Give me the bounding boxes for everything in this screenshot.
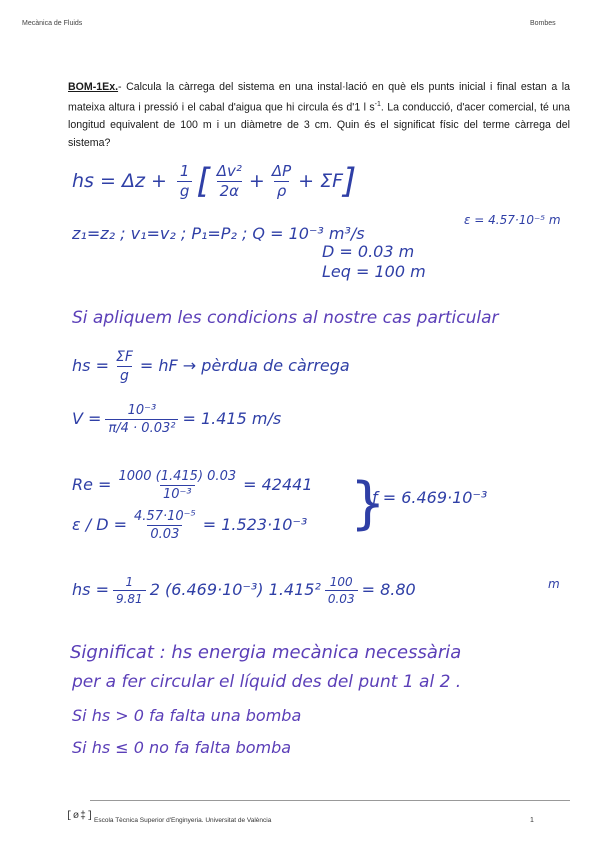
re-rhs: = 42441 (243, 475, 313, 494)
equation-velocity (72, 404, 281, 435)
eps-rhs: = 1.523·10⁻³ (202, 515, 308, 534)
eq1-f2-den: ρ (274, 181, 290, 199)
eq1-plus: + (248, 170, 265, 192)
v-num: 10⁻³ (127, 403, 157, 418)
problem-text-b: . La conducció, d'acer comercial, té una longitud equivalent de 100 m i un diàmetre de 3 cm. Quin és el significat físic del terme càrrega del sistema? (68, 101, 570, 149)
eq1-frac-1g (177, 164, 193, 199)
hs-rhs: = hF → pèrdua de càrrega (139, 356, 350, 375)
equation-hs-general (72, 161, 357, 202)
eq1-pre-num: 1 (179, 162, 190, 180)
eps-den: 0.03 (147, 525, 182, 541)
meaning-line-2: per a fer circular el líquid des del punt 1 al 2 . (72, 672, 462, 692)
re-lhs: Re = (72, 475, 112, 494)
equation-relative-roughness (72, 510, 307, 541)
re-num: 1000 (1.415) 0.03 (118, 469, 237, 484)
note-apply-conditions: Si apliquem les condicions al nostre cas particular (72, 308, 499, 328)
given-conditions: z₁=z₂ ; v₁=v₂ ; P₁=P₂ ; Q = 10⁻³ m³/s (72, 224, 365, 243)
equation-hs-final (72, 576, 416, 605)
footer-logo: [ø‡] (66, 811, 95, 822)
re-den: 10⁻³ (160, 485, 195, 501)
final-mid: 2 (6.469·10⁻³) 1.415² (149, 580, 321, 599)
hs-lhs: hs = (72, 356, 109, 375)
eps-frac (131, 510, 199, 541)
re-frac (115, 470, 239, 501)
meaning-line-3: Si hs > 0 fa falta una bomba (72, 706, 302, 725)
given-diameter: D = 0.03 m (322, 242, 415, 261)
final-rhs: = 8.80 (361, 580, 416, 599)
brace: } (350, 471, 386, 536)
final-frac-2 (325, 576, 358, 605)
page-number: 1 (530, 817, 534, 824)
equation-hs-losses (72, 350, 350, 383)
eq1-f1-num: Δv² (216, 162, 242, 180)
eq1-close: ] (343, 161, 357, 202)
footer-text: Escola Tècnica Superior d'Enginyeria. Universitat de València (94, 817, 272, 824)
v-den: π/4 · 0.03² (105, 419, 178, 435)
friction-factor-result: f = 6.469·10⁻³ (372, 488, 488, 507)
final-f2-den: 0.03 (325, 590, 358, 605)
given-length: Leq = 100 m (322, 262, 426, 281)
header-left: Mecànica de Fluids (22, 20, 83, 27)
problem-text-a: - Calcula la càrrega del sistema en una instal·lació en què els punts inicial i final estan a la mateixa altura i pressió i el cabal d'aigua que hi circula és d'1 l s (68, 81, 570, 114)
final-unit: m (548, 577, 560, 591)
v-lhs: V = (72, 409, 102, 428)
meaning-line-4: Si hs ≤ 0 no fa falta bomba (72, 738, 292, 757)
given-roughness: ε = 4.57·10⁻⁵ m (464, 213, 561, 227)
eq1-tail: + ΣF (298, 170, 344, 192)
eq1-lhs: hs = Δz + (72, 170, 173, 192)
hs-num: ΣF (115, 349, 133, 365)
eq1-open: [ (196, 161, 210, 202)
eq1-pre-den: g (177, 181, 193, 199)
v-frac (105, 404, 178, 435)
final-f1-num: 1 (125, 575, 134, 589)
problem-statement (68, 79, 570, 152)
problem-code: BOM-1Ex. (68, 81, 119, 93)
hs-den: g (117, 366, 132, 383)
final-f1-den: 9.81 (113, 590, 146, 605)
hs-frac (113, 350, 136, 383)
equation-reynolds (72, 470, 313, 501)
eps-lhs: ε / D = (72, 515, 128, 534)
footer-divider (90, 800, 570, 801)
final-lhs: hs = (72, 580, 109, 599)
final-frac-1 (113, 576, 146, 605)
v-rhs: = 1.415 m/s (182, 409, 282, 428)
eps-num: 4.57·10⁻⁵ (134, 509, 196, 524)
eq1-frac-p (269, 164, 294, 199)
final-f2-num: 100 (329, 575, 353, 589)
header-right: Bombes (530, 20, 556, 27)
problem-text-sup: -1 (374, 101, 381, 109)
meaning-line-1: Significat : hs energia mecànica necessària (70, 642, 462, 663)
eq1-f1-den: 2α (217, 181, 242, 199)
eq1-frac-v (214, 164, 245, 199)
eq1-f2-num: ΔP (271, 162, 292, 180)
